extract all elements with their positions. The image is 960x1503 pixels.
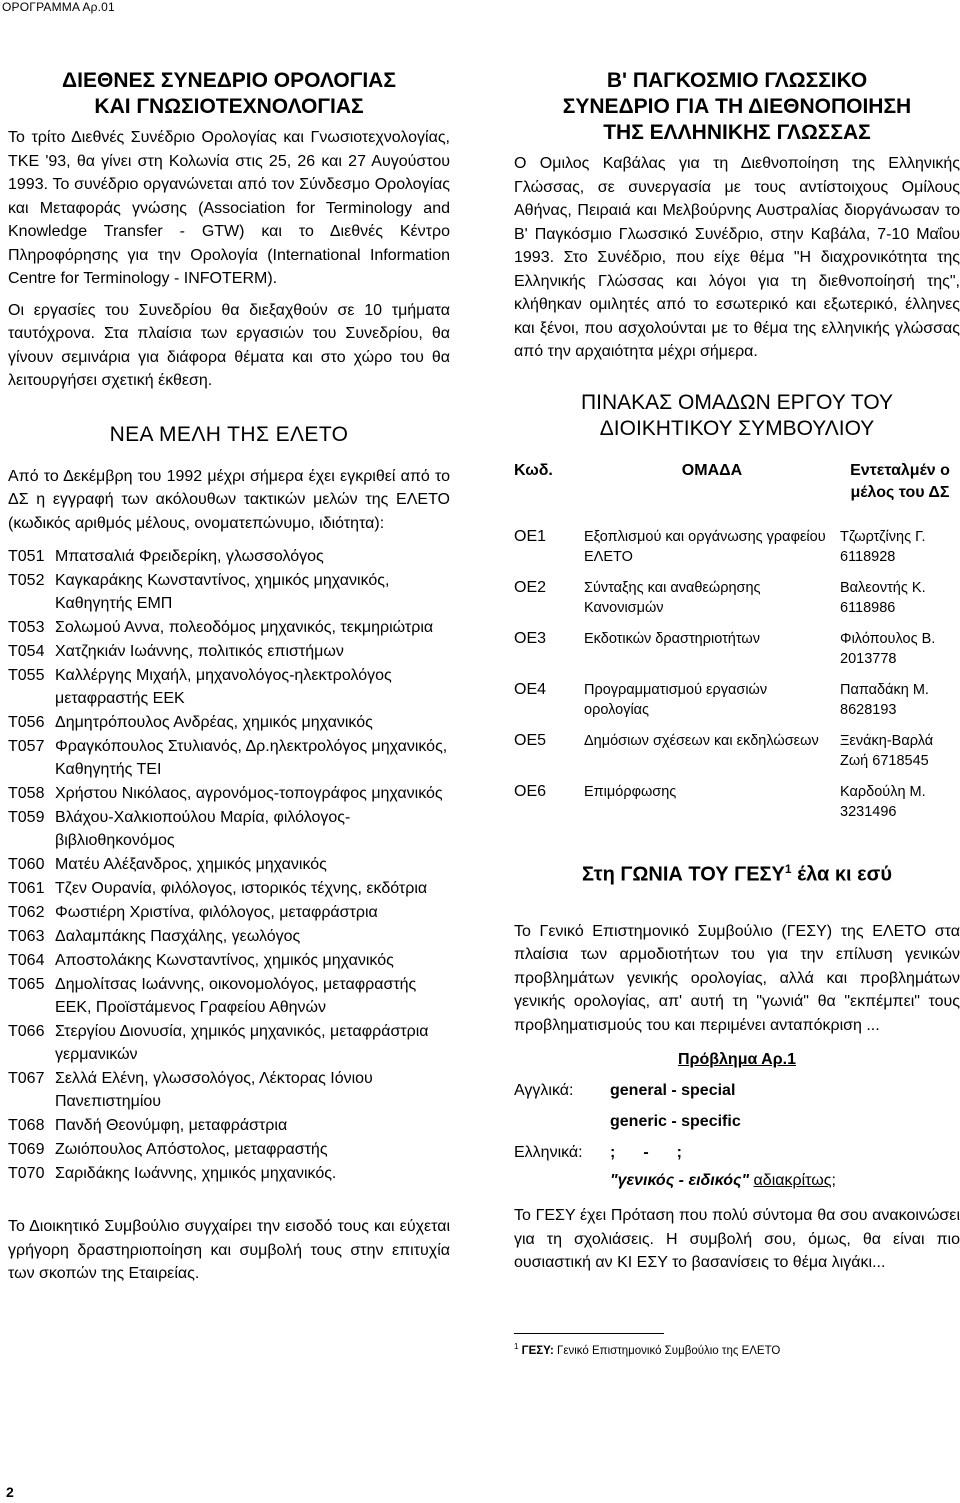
congress-heading <box>514 68 960 146</box>
table-row <box>514 518 960 569</box>
member-item <box>8 901 450 924</box>
member-code: T059 <box>8 809 45 826</box>
member-item <box>8 569 450 615</box>
member-item <box>8 1114 450 1137</box>
member-code: T054 <box>8 643 45 660</box>
member-item <box>8 1067 450 1113</box>
member-description: Βλάχου-Χαλκιοπούλου Μαρία, φιλόλογος-βιβλιοθηκονόμος <box>55 809 351 849</box>
member-item <box>8 1138 450 1161</box>
gesy-paragraph: Το Γενικό Επιστημονικό Συμβούλιο (ΓΕΣΥ) της ΕΛΕΤΟ στα πλαίσια των αρμοδιοτήτων του για την επίλυση γενικών προβλημάτων γενικής ορολογίας, αλλά και προβλημάτων γενικής ορολογίας, απ' αυτή τη "γωνιά" θα "εκπέμπει" τους προβληματισμούς του και περιμένει ανταπόκριση ... <box>514 922 960 1034</box>
greek-dash: - <box>643 1144 649 1161</box>
group-member: Καρδούλη Μ. 3231496 <box>840 783 926 820</box>
new-members-intro: Από το Δεκέμβρη του 1992 μέχρι σήμερα έχει εγκριθεί από το ΔΣ η εγγραφή των ακόλουθων τακτικών μελών της ΕΛΕΤΟ (κωδικός αριθμός μέλους, ονοματεπώνυμο, ιδιότητα): <box>8 467 450 532</box>
footnote-divider <box>514 1333 664 1334</box>
member-item <box>8 877 450 900</box>
col-header-group: ΟΜΑΔΑ <box>681 461 743 479</box>
table-row <box>514 773 960 824</box>
group-name: Δημόσιων σχέσεων και εκδηλώσεων <box>584 732 819 749</box>
english-terms-row-2 <box>514 1106 960 1137</box>
member-item <box>8 853 450 876</box>
group-name: Προγραμματισμού εργασιών ορολογίας <box>584 681 768 718</box>
member-description: Σολωμού Αννα, πολεοδόμος μηχανικός, τεκμηριώτρια <box>55 619 434 636</box>
group-name: Εκδοτικών δραστηριοτήτων <box>584 630 760 647</box>
member-item <box>8 782 450 805</box>
member-item <box>8 616 450 639</box>
group-code: ΟΕ1 <box>514 527 547 545</box>
group-name: Εξοπλισμού και οργάνωσης γραφείου ΕΛΕΤΟ <box>584 528 826 565</box>
congress-title-line3: ΤΗΣ ΕΛΛΗΝΙΚΗΣ ΓΛΩΣΣΑΣ <box>603 121 871 144</box>
group-member: Παπαδάκη Μ. 8628193 <box>840 681 929 718</box>
groups-title-line1: ΠΙΝΑΚΑΣ ΟΜΑΔΩΝ ΕΡΓΟΥ ΤΟΥ <box>581 390 893 414</box>
member-code: T068 <box>8 1117 45 1134</box>
member-code: T052 <box>8 572 45 589</box>
footnote-marker: 1 <box>514 1341 519 1351</box>
groups-heading <box>514 390 960 442</box>
member-code: T051 <box>8 548 45 565</box>
member-code: T063 <box>8 928 45 945</box>
member-item <box>8 735 450 781</box>
conference-title-line2: ΚΑΙ ΓΝΩΣΙΟΤΕΧΝΟΛΟΓΙΑΣ <box>94 95 364 118</box>
member-code: T069 <box>8 1141 45 1158</box>
member-description: Ζωιόπουλος Απόστολος, μεταφραστής <box>55 1141 328 1158</box>
english-term-1: general - special <box>610 1082 736 1099</box>
member-description: Αποστολάκης Κωνσταντίνος, χημικός μηχανικός <box>55 952 394 969</box>
member-description: Χατζηκιάν Ιωάννης, πολιτικός επιστήμων <box>55 643 344 660</box>
table-row <box>514 722 960 773</box>
congress-paragraph: Ο Ομιλος Καβάλας για τη Διεθνοποίηση της Ελληνικής Γλώσσας, σε συνεργασία με τους αντίστοιχους Ομίλους Αθήνας, Πειραιά και Μελβούρνης Αυστραλίας διοργάνωσαν το Β' Παγκόσμιο Γλωσσικό Συνέδριο, στην Καβάλα, 7-10 Μαΐου 1993. Στο Συνέδριο, που είχε θέμα "Η διαχρονικότητα της Ελληνικής Γλώσσας και λόγοι για τη διεθνοποίησή της", κλήθηκαν ομιλητές από το εσωτερικό και εξωτερικό, έλληνες και ξένοι, που ασχολούνται με το θέμα της ελληνικής γλώσσας από την αρχαιότητα μέχρι σήμερα. <box>514 155 960 360</box>
conference-paragraph-2: Οι εργασίες του Συνεδρίου θα διεξαχθούν σε 10 τμήματα ταυτόχρονα. Στα πλαίσια των εργασιών του Συνεδρίου, θα γίνουν σεμινάρια για διάφορα θέματα και στο χώρο του θα λειτουργήσει σχετική έκθεση. <box>8 301 450 389</box>
group-member: Τζωρτζίνης Γ. 6118928 <box>840 528 926 565</box>
member-description: Φωστιέρη Χριστίνα, φιλόλογος, μεταφράστρια <box>55 904 378 921</box>
conference-title-line1: ΔΙΕΘΝΕΣ ΣΥΝΕΔΡΙΟ ΟΡΟΛΟΓΙΑΣ <box>62 69 396 92</box>
gesy-corner-title <box>514 862 960 892</box>
gesy-corner-title-post: έλα κι εσύ <box>791 863 892 886</box>
conference-heading <box>8 68 450 120</box>
greek-note-end: ; <box>831 1172 836 1189</box>
member-description: Καλλέργης Μιχαήλ, μηχανολόγος-ηλεκτρολόγος μεταφραστής ΕΕΚ <box>55 667 392 707</box>
member-code: T066 <box>8 1023 45 1040</box>
group-name: Σύνταξης και αναθεώρησης Κανονισμών <box>584 579 761 616</box>
table-row <box>514 569 960 620</box>
member-code: T053 <box>8 619 45 636</box>
member-item <box>8 1162 450 1185</box>
group-code: ΟΕ4 <box>514 680 547 698</box>
footnote-text: Γενικό Επιστημονικό Συμβούλιο της ΕΛΕΤΟ <box>553 1344 781 1357</box>
member-item <box>8 973 450 1019</box>
greek-note-term: "γενικός - ειδικός" <box>610 1172 750 1189</box>
group-member: Ξενάκη-Βαρλά Ζωή 6718545 <box>840 732 934 769</box>
member-description: Τζεν Ουρανία, φιλόλογος, ιστορικός τέχνης, εκδότρια <box>55 880 428 897</box>
group-code: ΟΕ6 <box>514 782 547 800</box>
member-code: T062 <box>8 904 45 921</box>
greek-note-link[interactable]: αδιακρίτως <box>753 1172 832 1189</box>
member-code: T056 <box>8 714 45 731</box>
congress-title-line2: ΣΥΝΕΔΡΙΟ ΓΙΑ ΤΗ ΔΙΕΘΝΟΠΟΙΗΣΗ <box>562 95 912 118</box>
group-code: ΟΕ5 <box>514 731 547 749</box>
member-code: T058 <box>8 785 45 802</box>
table-row <box>514 671 960 722</box>
member-item <box>8 1020 450 1066</box>
congress-title-line1: Β' ΠΑΓΚΟΣΜΙΟ ΓΛΩΣΣΙΚΟ <box>606 69 868 92</box>
member-description: Σαριδάκης Ιωάννης, χημικός μηχανικός. <box>55 1165 337 1182</box>
left-column <box>8 68 450 1286</box>
member-description: Δημολίτσας Ιωάννης, οικονομολόγος, μεταφραστής ΕΕΚ, Προϊστάμενος Γραφείου Αθηνών <box>55 976 417 1016</box>
col-header-code: Κωδ. <box>514 461 553 479</box>
member-description: Καγκαράκης Κωνσταντίνος, χημικός μηχανικός, Καθηγητής ΕΜΠ <box>55 572 390 612</box>
new-members-title: ΝΕΑ ΜΕΛΗ ΤΗΣ ΕΛΕΤΟ <box>109 422 349 446</box>
english-label: Αγγλικά: <box>514 1082 574 1099</box>
member-description: Δημητρόπουλος Ανδρέας, χημικός μηχανικός <box>55 714 373 731</box>
member-description: Πανδή Θεονύμφη, μεταφράστρια <box>55 1117 288 1134</box>
member-code: T067 <box>8 1070 45 1087</box>
member-code: T065 <box>8 976 45 993</box>
member-item <box>8 545 450 568</box>
greek-terms-row <box>514 1137 960 1168</box>
member-list <box>8 545 450 1185</box>
member-code: T070 <box>8 1165 45 1182</box>
problem-title: Πρόβλημα Αρ.1 <box>678 1051 796 1068</box>
gesy-corner-title-pre: Στη ΓΩΝΙΑ ΤΟΥ ΓΕΣΥ <box>582 863 785 886</box>
member-item <box>8 806 450 852</box>
member-item <box>8 949 450 972</box>
member-description: Σελλά Ελένη, γλωσσολόγος, Λέκτορας Ιόνιου Πανεπιστημίου <box>55 1070 373 1110</box>
member-code: T060 <box>8 856 45 873</box>
group-member: Φιλόπουλος Β. 2013778 <box>840 630 936 667</box>
member-code: T055 <box>8 667 45 684</box>
member-code: T061 <box>8 880 45 897</box>
member-description: Χρήστου Νικόλαος, αγρονόμος-τοπογράφος μηχανικός <box>55 785 443 802</box>
conference-paragraph-1: Το τρίτο Διεθνές Συνέδριο Ορολογίας και Γνωσιοτεχνολογίας, ΤΚΕ '93, θα γίνει στη Κολωνία στις 25, 26 και 27 Αυγούστου 1993. Το συνέδριο οργανώνεται από τον Σύνδεσμο Ορολογίας και Μεταφοράς γνώσης (Association for Terminology and Knowledge Transfer - GTW) και το Διεθνές Κέντρο Πληροφόρησης για την Ορολογία (International Information Centre for Terminology - INFOTERM). <box>8 129 450 287</box>
board-closing-paragraph: Το Διοικητικό Συμβούλιο συγχαίρει την εισοδό τους και εύχεται γρήγορη δραστηριοποίηση και συμβολή τους στην επιτυχία των σκοπών της Εταιρείας. <box>8 1218 450 1282</box>
groups-table <box>514 460 960 824</box>
page-number: 2 <box>6 1484 14 1500</box>
footnote-ref: 1 <box>784 861 792 876</box>
member-item <box>8 925 450 948</box>
greek-semicolon-2: ; <box>676 1144 682 1161</box>
footnote <box>514 1342 960 1357</box>
greek-note <box>610 1168 960 1194</box>
footnote-label: ΓΕΣΥ: <box>521 1344 554 1357</box>
member-code: T064 <box>8 952 45 969</box>
member-description: Ματέυ Αλέξανδρος, χημικός μηχανικός <box>55 856 327 873</box>
member-description: Δαλαμπάκης Πασχάλης, γεωλόγος <box>55 928 301 945</box>
member-description: Στεργίου Διονυσία, χημικός μηχανικός, μεταφράστρια γερμανικών <box>55 1023 429 1063</box>
group-code: ΟΕ2 <box>514 578 547 596</box>
member-item <box>8 711 450 734</box>
member-code: T057 <box>8 738 45 755</box>
group-member: Βαλεοντής Κ. 6118986 <box>840 579 926 616</box>
member-item <box>8 640 450 663</box>
program-tag: ΟΡΟΓΡΑΜΜΑ Αρ.01 <box>2 0 115 14</box>
greek-semicolon-1: ; <box>610 1144 616 1161</box>
member-description: Μπατσαλιά Φρειδερίκη, γλωσσολόγος <box>55 548 324 565</box>
member-item <box>8 664 450 710</box>
groups-title-line2: ΔΙΟΙΚΗΤΙΚΟΥ ΣΥΜΒΟΥΛΙΟΥ <box>599 416 875 440</box>
english-term-2: generic - specific <box>610 1113 741 1130</box>
member-description: Φραγκόπουλος Στυλιανός, Δρ.ηλεκτρολόγος μηχανικός, Καθηγητής ΤΕΙ <box>55 738 448 778</box>
gesy-paragraph-2: Το ΓΕΣΥ έχει Πρόταση που πολύ σύντομα θα σου ανακοινώσει για τη σχολιάσεις. Η συμβολή σου, όμως, θα είναι πιο ουσιαστική αν ΚΙ ΕΣΥ το βασανίσεις το θέμα λιγάκι... <box>514 1207 960 1271</box>
english-terms-row-1 <box>514 1075 960 1106</box>
group-name: Επιμόρφωσης <box>584 783 677 800</box>
right-column <box>514 68 960 1356</box>
greek-label: Ελληνικά: <box>514 1144 583 1161</box>
col-header-member: Εντεταλμέν ο μέλος του ΔΣ <box>850 461 950 501</box>
group-code: ΟΕ3 <box>514 629 547 647</box>
table-row <box>514 620 960 671</box>
